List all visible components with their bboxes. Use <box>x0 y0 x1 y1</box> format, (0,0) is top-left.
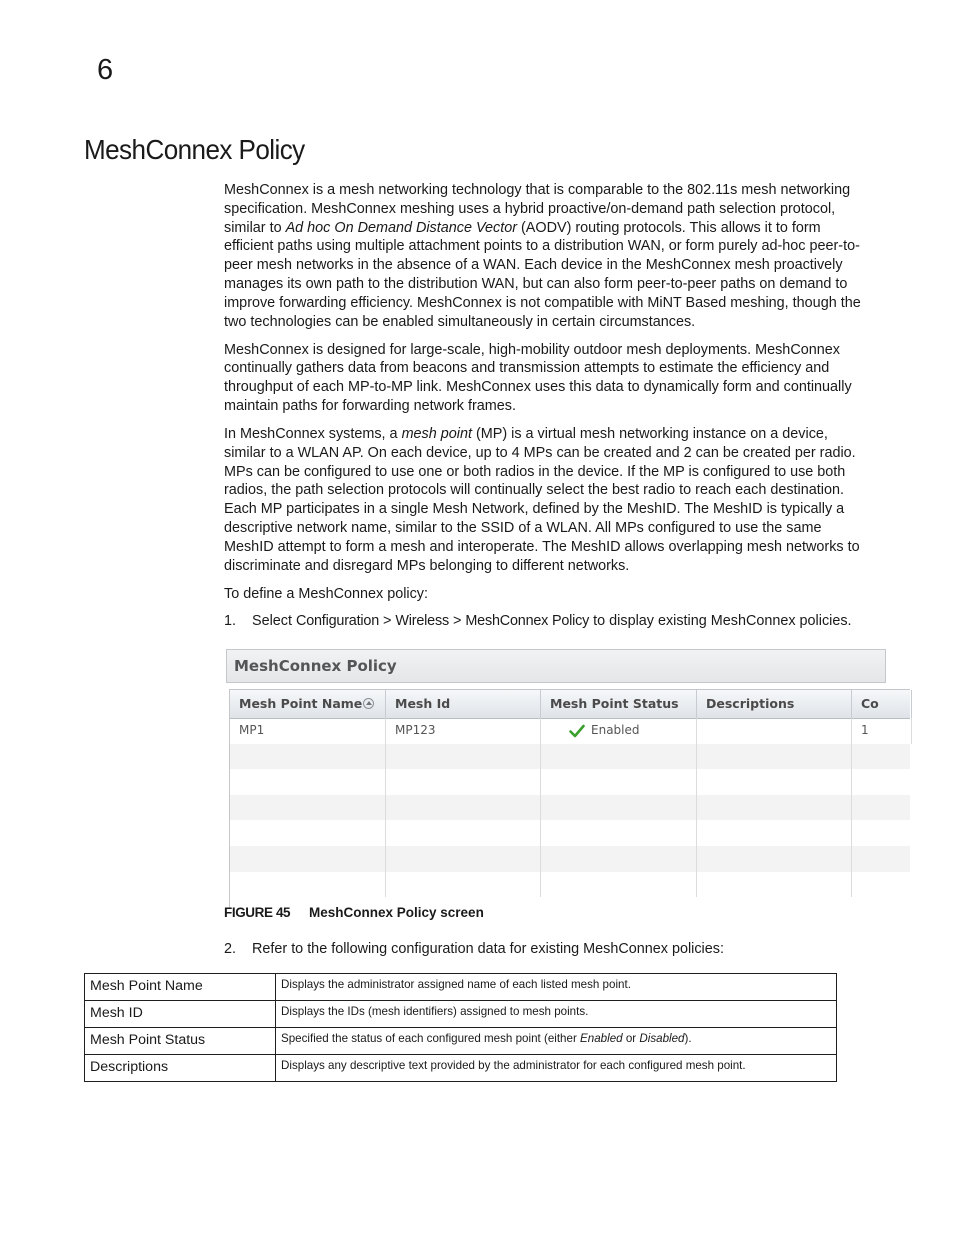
paragraph-intro: MeshConnex is a mesh networking technology that is comparable to the 802.11s mesh networking specification. MeshConnex meshing uses a hybrid proactive/on-demand path selection protocol, similar to Ad hoc On Demand Distance Vector (AODV) routing protocols. This allows it to form efficient paths using multiple attachment points to a distribution WAN, or form purely ad-hoc peer-to-peer mesh networks in the absence of a WAN. Each device in the MeshConnex mesh proactively manages its own path to the distribution WAN, but can also form peer-to-peer paths on demand to improve forwarding efficiency. MeshConnex is not compatible with MiNT Based meshing, though the two technologies can be enabled simultaneously in certain circumstances. <box>224 182 861 330</box>
cell-mesh-point-status: Enabled <box>541 718 697 744</box>
body-text <box>224 181 872 640</box>
table-row <box>230 820 910 846</box>
cell-co: 1 <box>852 718 912 744</box>
column-header-mesh-point-name[interactable]: Mesh Point Name <box>230 690 386 718</box>
table-row[interactable] <box>230 718 910 744</box>
figure-label: FIGURE 45 <box>224 905 291 920</box>
meshconnex-policy-screenshot <box>226 649 879 899</box>
checkmark-icon <box>569 724 585 738</box>
reference-table <box>84 973 837 1082</box>
paragraph-design: MeshConnex is designed for large-scale, high-mobility outdoor mesh deployments. MeshConnex continually gathers data from beacons and transmission attempts to estimate the efficiency and throughput of each MP-to-MP link. MeshConnex uses this data to dynamically form and continually maintain paths for forwarding network frames. <box>224 341 852 414</box>
field-description: Displays the IDs (mesh identifiers) assigned to mesh points. <box>276 1001 837 1028</box>
sort-toggle-icon[interactable] <box>363 698 374 709</box>
column-header-descriptions[interactable]: Descriptions <box>697 690 852 718</box>
paragraph-define: To define a MeshConnex policy: <box>224 585 428 602</box>
field-name: Mesh Point Name <box>85 974 276 1001</box>
menu-path-wireless: Wireless <box>395 613 449 630</box>
grid-header <box>230 689 910 719</box>
field-description: Displays any descriptive text provided by the administrator for each configured mesh point. <box>276 1055 837 1082</box>
table-row <box>85 974 837 1001</box>
table-row <box>85 1028 837 1055</box>
screen-title-bar <box>226 649 886 683</box>
table-row <box>230 846 910 872</box>
cell-mesh-id: MP123 <box>386 718 541 744</box>
column-header-co[interactable]: Co <box>852 690 912 718</box>
cell-descriptions <box>697 718 852 744</box>
table-row <box>230 795 910 821</box>
paragraph-mesh-point: In MeshConnex systems, a mesh point (MP) is a virtual mesh networking instance on a device, similar to a WLAN AP. On each device, up to 4 MPs can be created and 2 can be created per radio. MPs can be configured to use one or both radios in the device. If the MP is configured to use both radios, the path selection protocols will continually select the best radio to reach each destination. Each MP participates in a single Mesh Network, defined by the MeshID. The MeshID is typically a descriptive network name, similar to the SSID of a WLAN. All MPs configured to use the same MeshID attempt to form a mesh and interoperate. The MeshID allows overlapping mesh networks to discriminate and disregard MPs belonging to different networks. <box>224 425 860 574</box>
cell-mesh-point-name: MP1 <box>230 718 386 744</box>
screen-title: MeshConnex Policy <box>234 657 397 675</box>
table-row <box>230 872 910 898</box>
field-name: Mesh ID <box>85 1001 276 1028</box>
table-row <box>85 1055 837 1082</box>
field-name: Descriptions <box>85 1055 276 1082</box>
policy-grid <box>229 689 910 909</box>
field-name: Mesh Point Status <box>85 1028 276 1055</box>
step-1: 1. Select Configuration > Wireless > MeshConnex Policy to display existing MeshConnex policies. <box>224 613 852 630</box>
figure-caption <box>224 905 484 920</box>
page-title: MeshConnex Policy <box>84 134 305 165</box>
chapter-number: 6 <box>97 54 114 86</box>
table-row <box>230 744 910 770</box>
field-description: Specified the status of each configured mesh point (either Enabled or Disabled). <box>276 1028 837 1055</box>
field-description: Displays the administrator assigned name of each listed mesh point. <box>276 974 837 1001</box>
table-row <box>230 769 910 795</box>
column-header-mesh-id[interactable]: Mesh Id <box>386 690 541 718</box>
figure-caption-text: MeshConnex Policy screen <box>309 905 484 920</box>
table-row <box>85 1001 837 1028</box>
menu-path-meshconnex-policy: MeshConnex Policy <box>465 613 590 630</box>
column-header-mesh-point-status[interactable]: Mesh Point Status <box>541 690 697 718</box>
menu-path-configuration: Configuration <box>296 613 379 630</box>
